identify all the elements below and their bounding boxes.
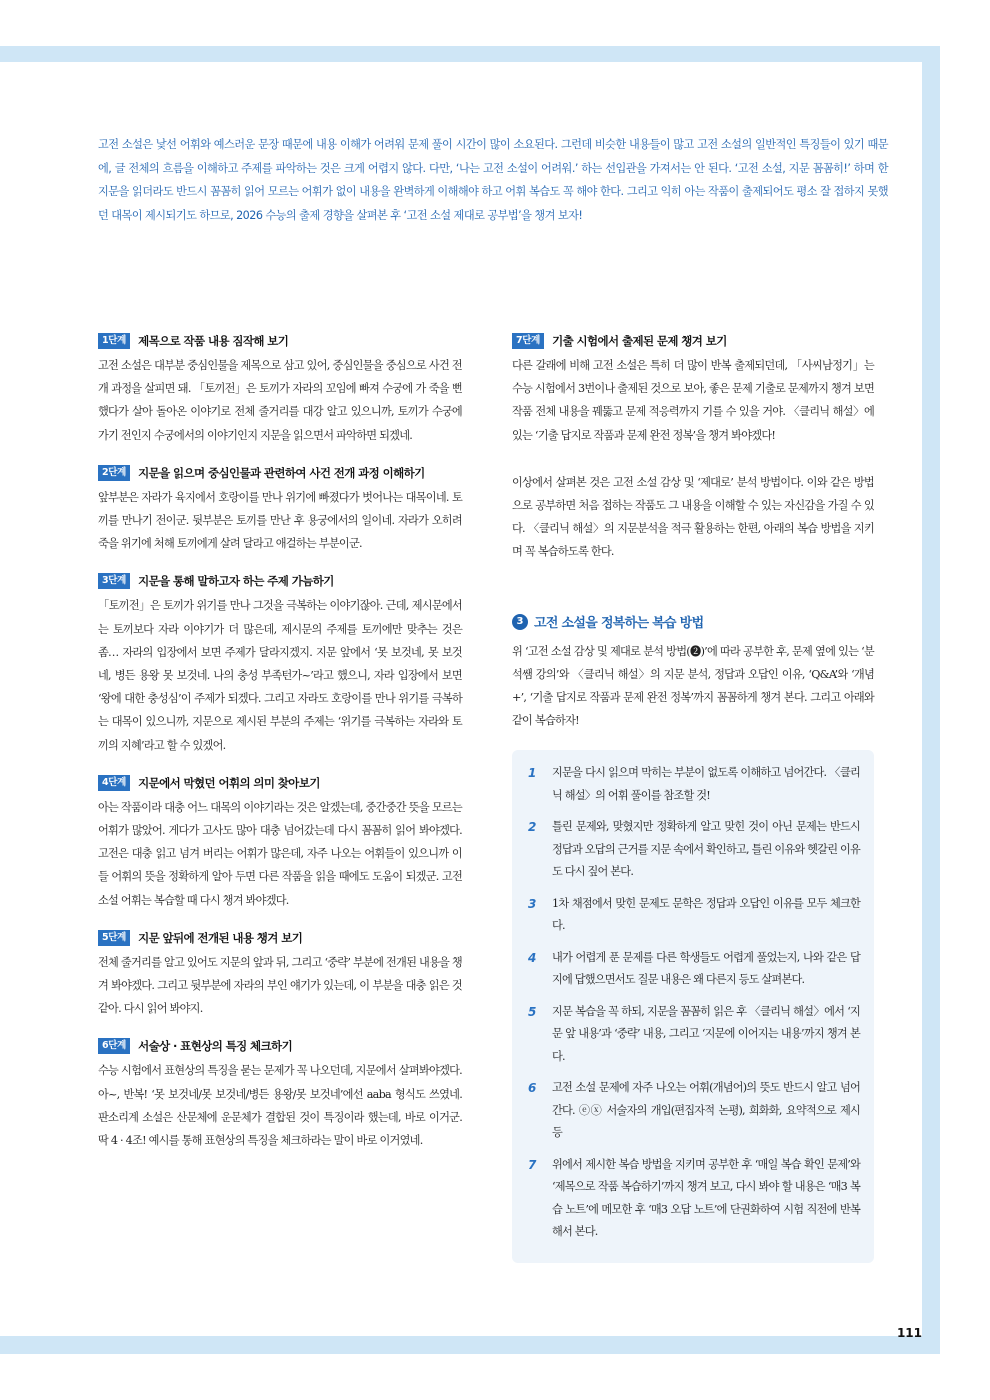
step-title: 지문에서 막혔던 어휘의 의미 찾아보기	[138, 775, 320, 790]
step-2	[98, 462, 462, 556]
list-item	[524, 762, 860, 807]
item-text: 지문을 다시 읽으며 막히는 부분이 없도록 이해하고 넘어간다. 〈클리닉 해설〉의 어휘 풀이를 참조할 것!	[552, 766, 860, 802]
list-item	[524, 1154, 860, 1244]
list-item	[524, 1077, 860, 1145]
item-number: 7	[528, 1157, 537, 1172]
item-number: 6	[528, 1081, 537, 1096]
item-text: 1차 채점에서 맞힌 문제도 문학은 정답과 오답인 이유를 모두 체크한다.	[552, 896, 860, 933]
list-item	[524, 893, 860, 938]
list-item	[524, 947, 860, 992]
step-1	[98, 330, 462, 447]
page-frame-right	[922, 46, 940, 1354]
summary-paragraph: 이상에서 살펴본 것은 고전 소설 감상 및 ‘제대로’ 분석 방법이다. 이와 같은 방법으로 공부하면 처음 접하는 작품도 그 내용을 이해할 수 있는 자신감을 가질 수 있다. 〈클리닉 해설〉의 지문분석을 적극 활용하는 한편, 아래의 복습 방법을 지키며 꼭 복습하도록 한다.	[512, 475, 874, 559]
page-frame-top	[0, 46, 940, 62]
step-body: 다른 갈래에 비해 고전 소설은 특히 더 많이 반복 출제되던데, 「사씨남정기」는 수능 시험에서 3번이나 출제된 것으로 보아, 좋은 문제 기출로 문제까지 챙겨 보면 작품 전체 내용을 꿰뚫고 문제 적응력까지 기를 수 있을 거야. 〈클리닉 해설〉에 있는 ‘기출 답지로 작품과 문제 완전 정복’을 챙겨 봐야겠다!	[512, 359, 874, 442]
step-badge: 4단계	[98, 775, 130, 791]
step-badge: 7단계	[512, 333, 544, 349]
step-body: 전체 줄거리를 알고 있어도 지문의 앞과 뒤, 그리고 ‘중략’ 부분에 전개된 내용을 챙겨 봐야겠다. 그리고 뒷부분에 자라의 부인 얘기가 있는데, 이 부분을 대충 읽은 것 같아. 다시 읽어 봐야지.	[98, 955, 462, 1016]
step-badge: 6단계	[98, 1038, 130, 1054]
step-4	[98, 772, 462, 912]
step-badge: 1단계	[98, 333, 130, 349]
item-text: 내가 어렵게 푼 문제를 다른 학생들도 어렵게 풀었는지, 나와 같은 답지에 답했으면서도 질문 내용은 왜 다른지 등도 살펴본다.	[552, 950, 860, 987]
item-number: 3	[528, 896, 537, 911]
step-body: 앞부분은 자라가 육지에서 호랑이를 만나 위기에 빠졌다가 벗어나는 대목이네. 토끼를 만나기 전이군. 뒷부분은 토끼를 만난 후 용궁에서의 일이네. 자라가 오히려 죽을 위기에 처해 토끼에게 살려 달라고 애걸하는 부분이군.	[98, 490, 462, 551]
right-column	[512, 330, 874, 1263]
list-item	[524, 816, 860, 884]
section-heading	[512, 610, 874, 634]
step-body: 아는 작품이라 대충 어느 대목의 이야기라는 것은 알겠는데, 중간중간 뜻을 모르는 어휘가 많았어. 게다가 고사도 많아 대충 넘어갔는데 다시 꼼꼼히 읽어 봐야겠다. 고전은 대충 읽고 넘겨 버리는 어휘가 많은데, 자주 나오는 어휘들이 있으니까 이들 어휘의 뜻을 정확하게 알아 두면 다른 작품을 읽을 때에도 도움이 되겠군. 고전 소설 어휘는 복습할 때 다시 챙겨 봐야겠다.	[98, 800, 462, 907]
item-number: 5	[528, 1004, 537, 1019]
step-title: 지문을 통해 말하고자 하는 주제 가늠하기	[138, 574, 334, 589]
step-body: 「토끼전」은 토끼가 위기를 만나 그것을 극복하는 이야기잖아. 근데, 제시문에서는 토끼보다 자라 이야기가 더 많은데, 제시문의 주제를 토끼에만 맞추는 것은 좀… 자라의 입장에서 보면 주제가 달라지겠지. 지문 앞에서 ‘못 보것네, 못 보것네, 병든 용왕 못 보것네. 나의 충성 부족턴가~’라고 했으니, 자라 입장에서 보면 ‘왕에 대한 충성심’이 주제가 되겠다. 그리고 자라도 호랑이를 만나 위기를 극복하는 대목이 있으니까, 지문으로 제시된 부분의 주제는 ‘위기를 극복하는 자라와 토끼의 지혜’라고 할 수 있겠어.	[98, 599, 462, 752]
section-title: 고전 소설을 정복하는 복습 방법	[534, 616, 704, 632]
left-column	[98, 330, 462, 1167]
page-number: 111	[896, 1326, 922, 1340]
item-number: 2	[528, 820, 537, 835]
step-badge: 2단계	[98, 465, 130, 481]
section-number-badge: 3	[512, 614, 528, 630]
item-number: 1	[528, 766, 537, 781]
section-intro: 위 ‘고전 소설 감상 및 제대로 분석 방법(❷)’에 따라 공부한 후, 문제 옆에 있는 ‘분석쌤 강의’와 〈클리닉 해설〉의 지문 분석, 정답과 오답인 이유, ‘Q&A’와 ‘개념 +’, ‘기출 답지로 작품과 문제 완전 정복’까지 꼼꼼하게 챙겨 본다. 그리고 아래와 같이 복습하자!	[512, 644, 874, 728]
step-6	[98, 1035, 462, 1152]
step-title: 제목으로 작품 내용 짐작해 보기	[138, 334, 289, 348]
step-5	[98, 927, 462, 1021]
step-title: 서술상 · 표현상의 특징 체크하기	[138, 1039, 293, 1054]
list-item	[524, 1001, 860, 1069]
step-title: 지문을 읽으며 중심인물과 관련하여 사건 전개 과정 이해하기	[138, 465, 425, 480]
step-body: 수능 시험에서 표현상의 특징을 묻는 문제가 꼭 나오던데, 지문에서 살펴봐야겠다. 아~, 반복! ‘못 보것네/못 보것네/병든 용왕/못 보것네’에선 aaba 형식도 쓰였네. 판소리계 소설은 산문체에 운문체가 결합된 것이 특징이라 했는데, 바로 이거군. 딱 4 · 4조! 예시를 통해 표현상의 특징을 체크하라는 말이 바로 이거였네.	[98, 1064, 462, 1148]
step-badge: 5단계	[98, 930, 130, 946]
step-body: 고전 소설은 대부분 중심인물을 제목으로 삼고 있어, 중심인물을 중심으로 사건 전개 과정을 살피면 돼. 「토끼전」은 토끼가 자라의 꼬임에 빠져 수궁에 가 죽을 뻔했다가 살아 돌아온 이야기로 전체 줄거리를 대강 알고 있으니까, 토끼가 수궁에 가기 전인지 수궁에서의 이야기인지 지문을 읽으면서 파악하면 되겠네.	[98, 359, 462, 442]
item-text: 위에서 제시한 복습 방법을 지키며 공부한 후 ‘매일 복습 확인 문제’와 ‘제목으로 작품 복습하기’까지 챙겨 보고, 다시 봐야 할 내용은 ‘매3 복습 노트’에 메모한 후 ‘매3 오답 노트’에 단권화하여 시험 직전에 반복해서 본다.	[552, 1157, 860, 1239]
item-text: 고전 소설 문제에 자주 나오는 어휘(개념어)의 뜻도 반드시 알고 넘어간다. ⓔⓧ 서술자의 개입(편집자적 논평), 희화화, 요약적으로 제시 등	[552, 1081, 860, 1140]
item-text: 틀린 문제와, 맞혔지만 정확하게 알고 맞힌 것이 아닌 문제는 반드시 정답과 오답의 근거를 지문 속에서 확인하고, 틀린 이유와 헷갈린 이유도 다시 짚어 본다.	[552, 820, 860, 879]
page-frame-bottom	[0, 1336, 940, 1354]
review-list	[512, 750, 874, 1263]
step-title: 기출 시험에서 출제된 문제 챙겨 보기	[552, 334, 727, 348]
step-7	[512, 330, 874, 447]
step-title: 지문 앞뒤에 전개된 내용 챙겨 보기	[138, 930, 303, 945]
item-number: 4	[528, 950, 537, 965]
step-3	[98, 570, 462, 756]
step-badge: 3단계	[98, 573, 130, 589]
item-text: 지문 복습을 꼭 하되, 지문을 꼼꼼히 읽은 후 〈클리닉 해설〉에서 ‘지문 앞 내용’과 ‘중략’ 내용, 그리고 ‘지문에 이어지는 내용’까지 챙겨 본다.	[552, 1004, 860, 1063]
intro-paragraph: 고전 소설은 낯선 어휘와 예스러운 문장 때문에 내용 이해가 어려워 문제 풀이 시간이 많이 소요된다. 그런데 비슷한 내용들이 많고 고전 소설의 일반적인 특징들이 있기 때문에, 글 전체의 흐름을 이해하고 주제를 파악하는 것은 크게 어렵지 않다. 다만, ‘나는 고전 소설이 어려워.’ 하는 선입관을 가져서는 안 된다. ‘고전 소설, 지문 꼼꼼히!’ 하며 한 지문을 읽더라도 반드시 꼼꼼히 읽어 모르는 어휘가 없이 내용을 완벽하게 이해해야 하고 어휘 복습도 꼭 해야 한다. 그리고 익히 아는 작품이 출제되어도 평소 잘 접하지 못했던 대목이 제시되기도 하므로, 2026 수능의 출제 경향을 살펴본 후 ‘고전 소설 제대로 공부법’을 챙겨 보자!	[98, 138, 888, 222]
